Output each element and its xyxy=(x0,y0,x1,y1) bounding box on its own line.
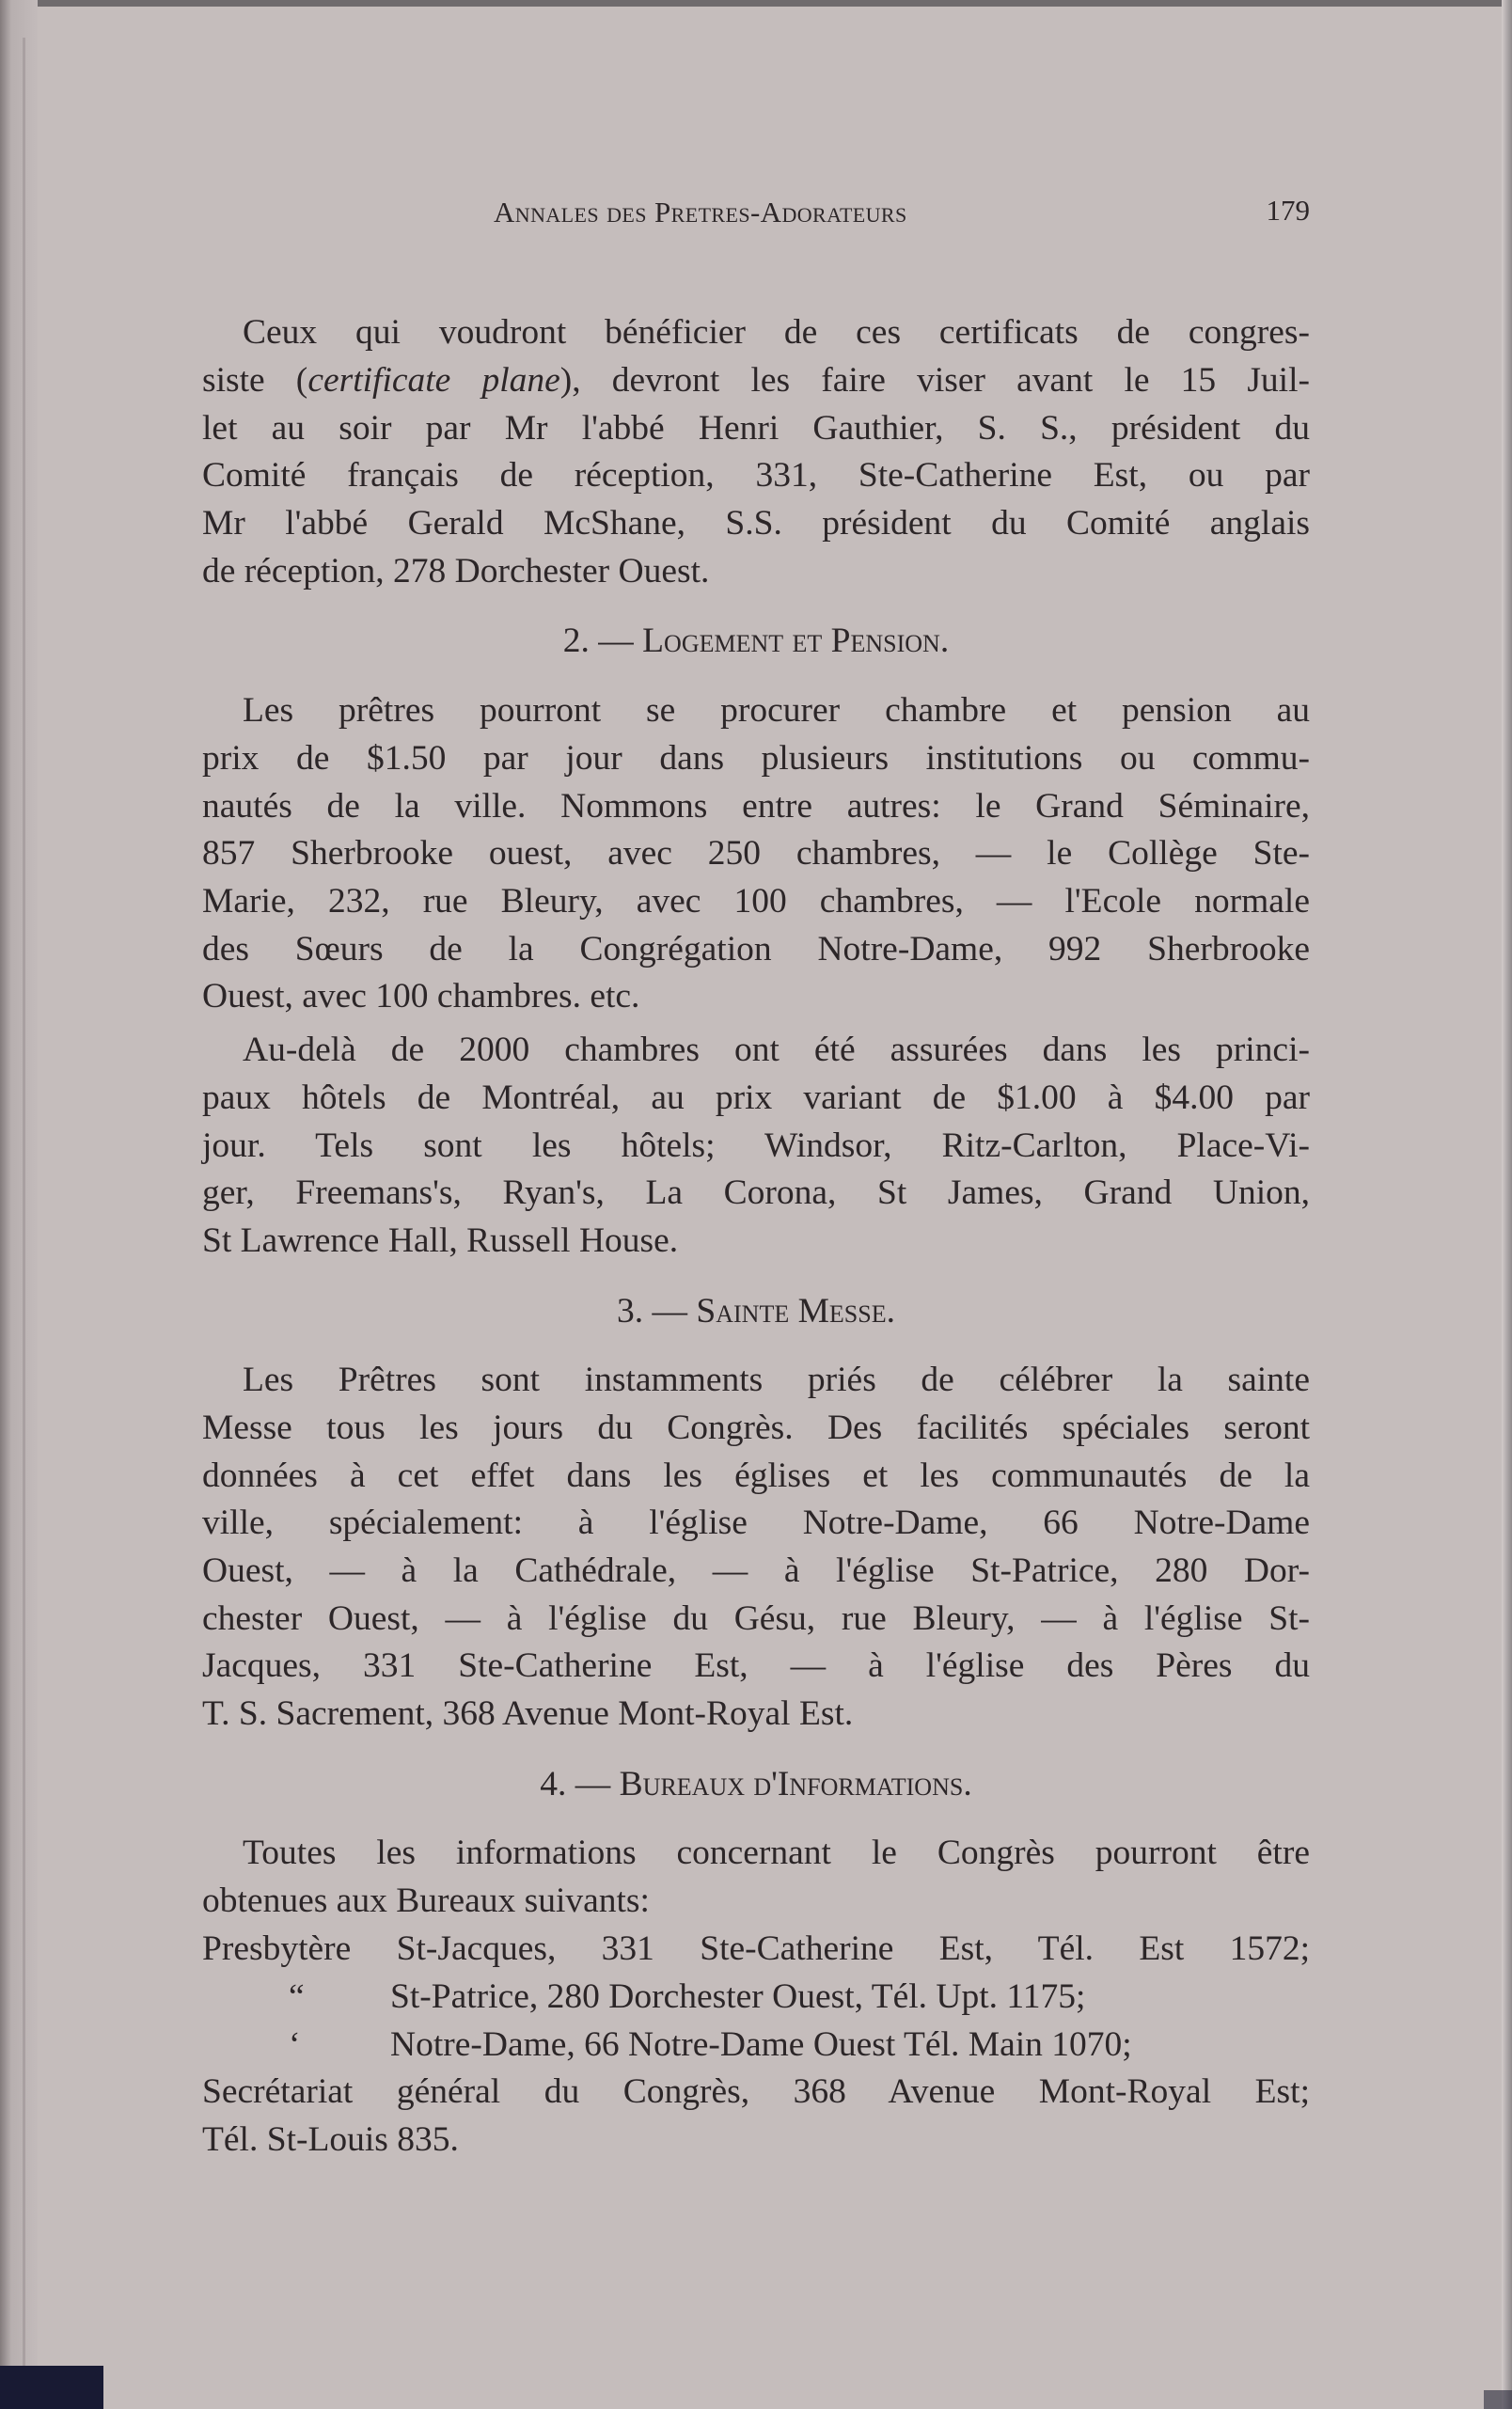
text-line: Au-delà de 2000 chambres ont été assurées dans les princi- xyxy=(243,1031,1310,1069)
text-line: Messe tous les jours du Congrès. Des facilités spéciales seront xyxy=(202,1409,1310,1447)
text-line: chester Ouest, — à l'église du Gésu, rue Bleury, — à l'église St- xyxy=(202,1599,1310,1638)
text-line: Ouest, — à la Cathédrale, — à l'église St-Patrice, 280 Dor- xyxy=(202,1551,1310,1590)
text-line: de réception, 278 Dorchester Ouest. xyxy=(202,552,710,590)
text-line: jour. Tels sont les hôtels; Windsor, Ritz-Carlton, Place-Vi- xyxy=(202,1126,1310,1165)
text-line: des Sœurs de la Congrégation Notre-Dame, 992 Sherbrooke xyxy=(202,930,1310,968)
page-binding-edge xyxy=(0,0,38,2409)
text-line: Les Prêtres sont instamments priés de célébrer la sainte xyxy=(243,1361,1310,1399)
text-line: Ouest, avec 100 chambres. etc. xyxy=(202,977,640,1016)
text-line: Mr l'abbé Gerald McShane, S.S. président du Comité anglais xyxy=(202,504,1310,543)
text-line: Notre-Dame, 66 Notre-Dame Ouest Tél. Main 1070; xyxy=(390,2025,1132,2064)
text-line: Les prêtres pourront se procurer chambre et pension au xyxy=(243,691,1310,730)
text-line: Presbytère St-Jacques, 331 Ste-Catherine Est, Tél. Est 1572; xyxy=(202,1929,1310,1968)
section-heading: 2. — Logement et Pension. xyxy=(562,622,950,660)
text-line: paux hôtels de Montréal, au prix variant de $1.00 à $4.00 par xyxy=(202,1079,1310,1117)
text-line: 857 Sherbrooke ouest, avec 250 chambres, — le Collège Ste- xyxy=(202,834,1310,873)
scan-top-edge xyxy=(0,0,1512,7)
text-line: Secrétariat général du Congrès, 368 Avenue Mont-Royal Est; xyxy=(202,2072,1310,2111)
section-heading: 4. — Bureaux d'Informations. xyxy=(540,1765,972,1803)
ditto-mark: “ xyxy=(289,1977,305,2016)
italic-term: certificate plane xyxy=(307,361,560,400)
text-line: T. S. Sacrement, 368 Avenue Mont-Royal Est. xyxy=(202,1694,854,1733)
text-line: St-Patrice, 280 Dorchester Ouest, Tél. Upt. 1175; xyxy=(390,1977,1086,2016)
scan-right-edge xyxy=(1502,0,1512,2409)
text-line: Jacques, 331 Ste-Catherine Est, — à l'église des Pères du xyxy=(202,1646,1310,1685)
text-line: ger, Freemans's, Ryan's, La Corona, St James, Grand Union, xyxy=(202,1173,1310,1212)
text-line: données à cet effet dans les églises et les communautés de la xyxy=(202,1456,1310,1495)
text-line: obtenues aux Bureaux suivants: xyxy=(202,1882,650,1920)
text-line: Toutes les informations concernant le Congrès pourront être xyxy=(243,1834,1310,1872)
scan-corner-mark-right xyxy=(1484,2390,1512,2409)
text-line: Tél. St-Louis 835. xyxy=(202,2120,459,2159)
text-line: Comité français de réception, 331, Ste-Catherine Est, ou par xyxy=(202,456,1310,495)
section-heading: 3. — Sainte Messe. xyxy=(617,1292,895,1330)
scan-corner-mark xyxy=(0,2366,103,2409)
ditto-mark: ‘ xyxy=(289,2025,301,2064)
text-line: nautés de la ville. Nommons entre autres: le Grand Séminaire, xyxy=(202,787,1310,826)
running-head: Annales des Pretres-Adorateurs xyxy=(494,196,907,228)
text-line: siste (certificate plane), devront les faire viser avant le 15 Juil- xyxy=(202,361,1310,400)
text-line: St Lawrence Hall, Russell House. xyxy=(202,1221,679,1260)
page-header xyxy=(202,196,1310,243)
page-number: 179 xyxy=(1266,194,1310,227)
text-line: prix de $1.50 par jour dans plusieurs institutions ou commu- xyxy=(202,739,1310,778)
text-line: Marie, 232, rue Bleury, avec 100 chambres, — l'Ecole normale xyxy=(202,882,1310,921)
text-line: ville, spécialement: à l'église Notre-Dame, 66 Notre-Dame xyxy=(202,1504,1310,1542)
text-line: Ceux qui voudront bénéficier de ces certificats de congres- xyxy=(243,313,1310,352)
text-line: let au soir par Mr l'abbé Henri Gauthier, S. S., président du xyxy=(202,409,1310,448)
